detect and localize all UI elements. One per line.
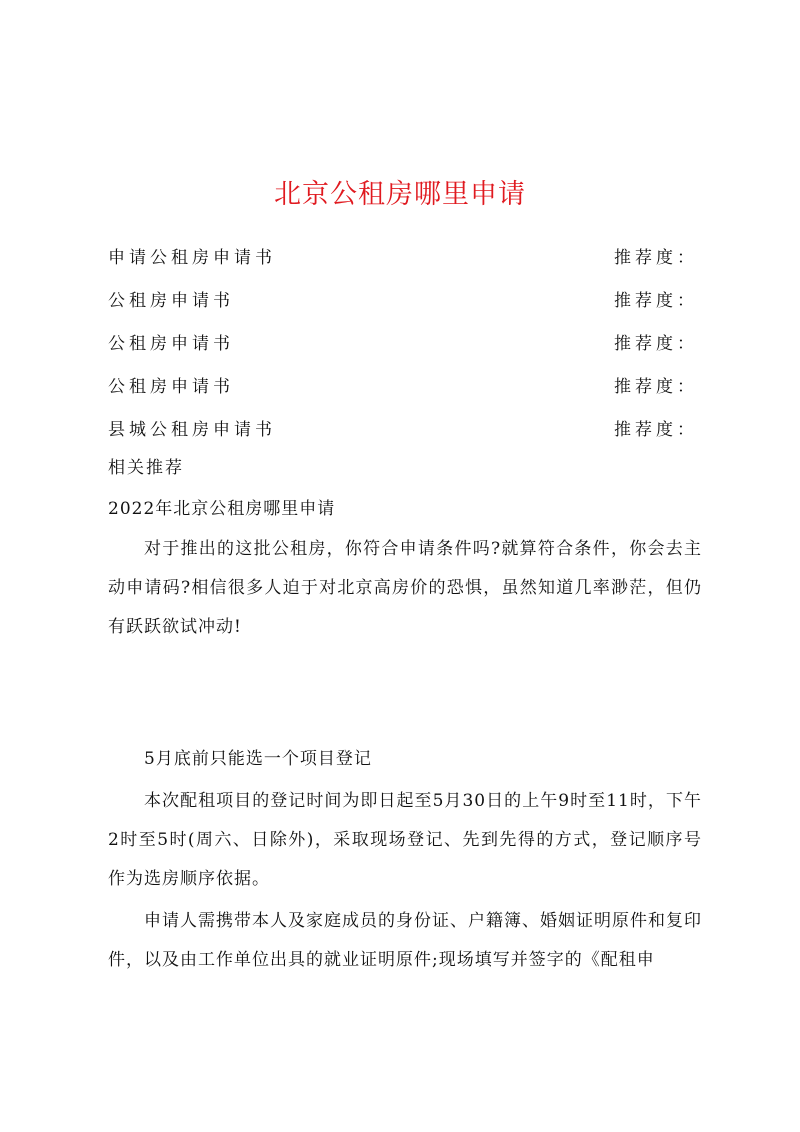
article-heading: 2022年北京公租房哪里申请 (108, 499, 336, 519)
recommendation-rating-label: 推荐度： (614, 291, 698, 311)
recommendation-item[interactable] (108, 289, 698, 332)
recommendation-list (108, 246, 698, 461)
recommendation-rating-label: 推荐度： (614, 377, 698, 397)
recommendation-title[interactable]: 公租房申请书 (108, 334, 234, 354)
article-body (108, 740, 702, 980)
recommendation-rating-label: 推荐度： (614, 420, 698, 440)
recommendation-item[interactable] (108, 375, 698, 418)
recommendation-item[interactable] (108, 246, 698, 289)
recommendation-title[interactable]: 县城公租房申请书 (108, 420, 276, 440)
article-paragraph: 申请人需携带本人及家庭成员的身份证、户籍簿、婚姻证明原件和复印件，以及由工作单位出具的就业证明原件;现场填写并签字的《配租申 (108, 911, 702, 970)
recommendation-item[interactable] (108, 418, 698, 461)
recommendation-title[interactable]: 公租房申请书 (108, 291, 234, 311)
intro-paragraph: 对于推出的这批公租房，你符合申请条件吗?就算符合条件，你会去主动申请码?相信很多人迫于对北京高房价的恐惧，虽然知道几率渺茫，但仍有跃跃欲试冲动! (108, 539, 702, 637)
recommendation-title[interactable]: 申请公租房申请书 (108, 248, 276, 268)
related-heading: 相关推荐 (108, 458, 184, 478)
recommendation-rating-label: 推荐度： (614, 248, 698, 268)
recommendation-rating-label: 推荐度： (614, 334, 698, 354)
article-paragraph: 本次配租项目的登记时间为即日起至5月30日的上午9时至11时，下午2时至5时(周六、日除外)，采取现场登记、先到先得的方式，登记顺序号作为选房顺序依据。 (108, 791, 702, 889)
section-heading: 5月底前只能选一个项目登记 (144, 749, 372, 769)
recommendation-item[interactable] (108, 332, 698, 375)
intro-paragraph-block (108, 530, 702, 647)
page-title: 北京公租房哪里申请 (274, 179, 526, 210)
recommendation-title[interactable]: 公租房申请书 (108, 377, 234, 397)
